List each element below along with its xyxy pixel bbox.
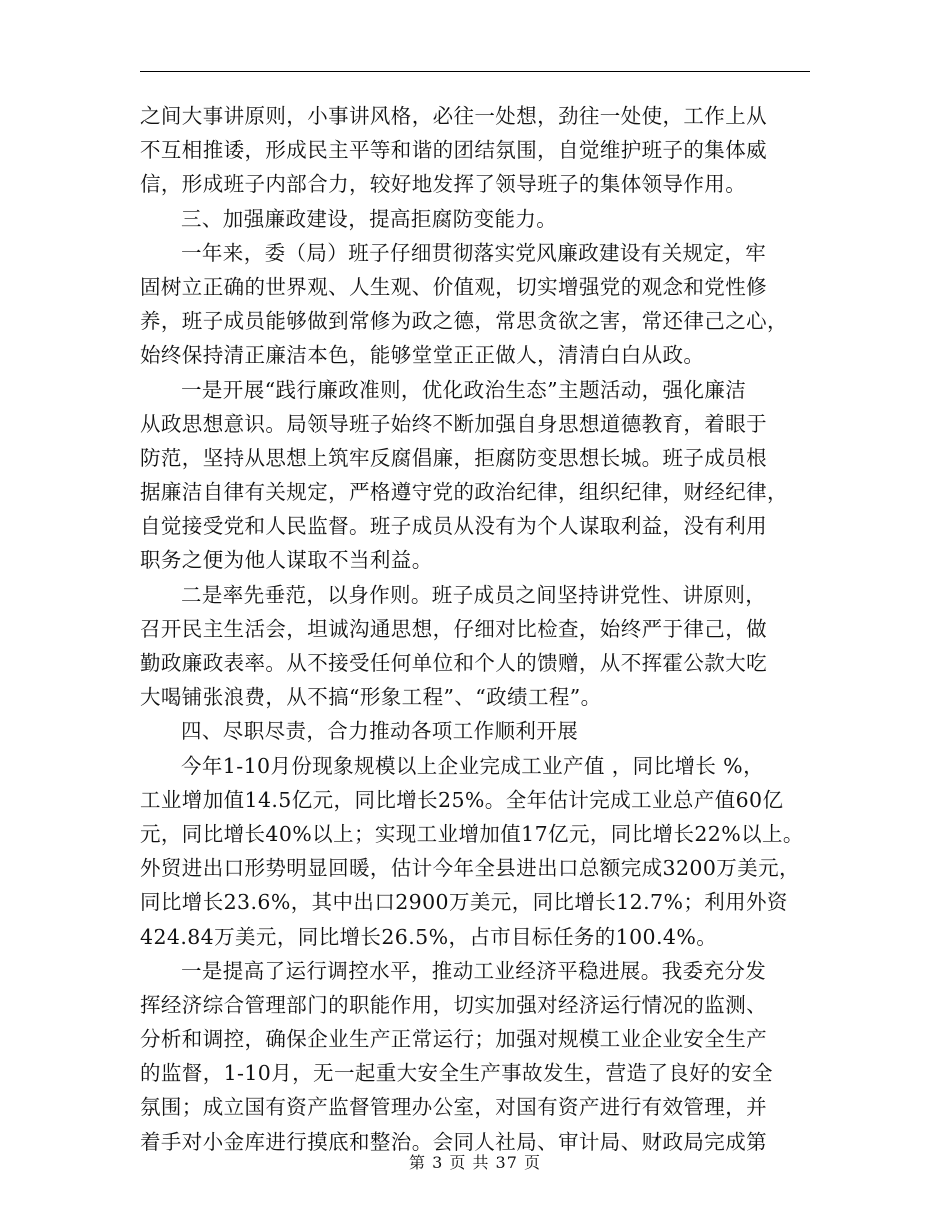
text-line: 分析和调控，确保企业生产正常运行；加强对规模工业企业安全生产 <box>140 1027 767 1052</box>
text-line: 同比增长23.6%，其中出口2900万美元，同比增长12.7%；利用外资 <box>140 890 788 915</box>
text-line: 元，同比增长40%以上；实现工业增加值17亿元，同比增长22%以上。 <box>140 821 804 846</box>
text-line: 固树立正确的世界观、人生观、价值观，切实增强党的观念和党性修 <box>140 274 767 299</box>
text-line: 信，形成班子内部合力，较好地发挥了领导班子的集体领导作用。 <box>140 172 747 197</box>
text-line: 不互相推诿，形成民主平等和谐的团结氛围，自觉维护班子的集体威 <box>140 138 767 163</box>
text-line: 据廉洁自律有关规定，严格遵守党的政治纪律，组织纪律，财经纪律， <box>140 480 788 505</box>
text-line: 从政思想意识。局领导班子始终不断加强自身思想道德教育，着眼于 <box>140 411 767 436</box>
text-line: 424.84万美元，同比增长26.5%，占市目标任务的100.4%。 <box>140 924 718 949</box>
text-line: 氛围；成立国有资产监督管理办公室，对国有资产进行有效管理，并 <box>140 1095 767 1120</box>
text-line: 职务之便为他人谋取不当利益。 <box>140 548 433 573</box>
text-line: 四、尽职尽责，合力推动各项工作顺利开展 <box>181 719 579 744</box>
text-line: 的监督，1-10月，无一起重大安全生产事故发生，营造了良好的安全 <box>140 1061 773 1086</box>
text-line: 一年来，委（局）班子仔细贯彻落实党风廉政建设有关规定，牢 <box>181 240 767 265</box>
text-line: 三、加强廉政建设，提高拒腐防变能力。 <box>181 206 558 231</box>
text-line: 养，班子成员能够做到常修为政之德，常思贪欲之害，常还律己之心， <box>140 309 788 334</box>
text-line: 挥经济综合管理部门的职能作用，切实加强对经济运行情况的监测、 <box>140 992 767 1017</box>
header-rule <box>140 71 810 72</box>
text-line: 大喝铺张浪费，从不搞“形象工程”、“政绩工程”。 <box>140 685 602 710</box>
page-footer: 第 3 页 共 37 页 <box>409 1153 541 1172</box>
text-line: 今年1-10月份现象规模以上企业完成工业产值 ，同比增长 %， <box>181 753 764 778</box>
text-line: 始终保持清正廉洁本色，能够堂堂正正做人，清清白白从政。 <box>140 343 705 368</box>
text-line: 召开民主生活会，坦诚沟通思想，仔细对比检查，始终严于律己，做 <box>140 616 767 641</box>
text-line: 勤政廉政表率。从不接受任何单位和个人的馈赠，从不挥霍公款大吃 <box>140 651 767 675</box>
text-line: 工业增加值14.5亿元，同比增长25%。全年估计完成工业总产值60亿 <box>140 787 784 812</box>
text-line: 二是率先垂范，以身作则。班子成员之间坚持讲党性、讲原则， <box>181 582 767 607</box>
text-line: 自觉接受党和人民监督。班子成员从没有为个人谋取利益，没有利用 <box>140 514 767 539</box>
text-line: 着手对小金库进行摸底和整治。会同人社局、审计局、财政局完成第 <box>140 1129 767 1154</box>
text-line: 防范，坚持从思想上筑牢反腐倡廉，拒腐防变思想长城。班子成员根 <box>140 445 767 470</box>
text-line: 一是开展“践行廉政准则，优化政治生态”主题活动，强化廉洁 <box>181 377 747 402</box>
document-body <box>140 99 812 1159</box>
text-line: 一是提高了运行调控水平，推动工业经济平稳进展。我委充分发 <box>181 958 767 983</box>
text-line: 之间大事讲原则，小事讲风格，必往一处想，劲往一处使，工作上从 <box>140 104 767 128</box>
text-line: 外贸进出口形势明显回暖，估计今年全县进出口总额完成3200万美元， <box>140 856 800 881</box>
